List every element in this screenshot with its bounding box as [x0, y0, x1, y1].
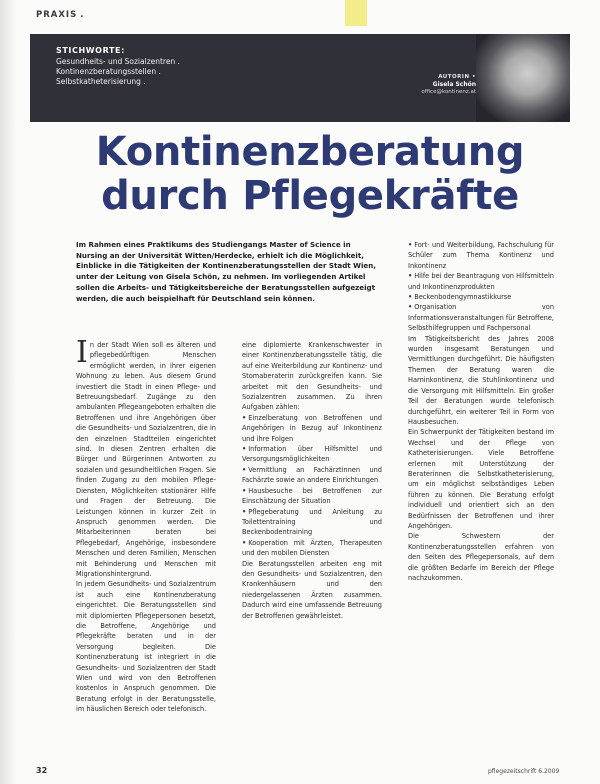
section-dot: .: [80, 10, 85, 20]
bullet-text: Hausbesuche bei Betroffenen zur Einschätzung der Situation: [242, 486, 382, 506]
sticky-note: [345, 0, 367, 26]
bullet-item: [408, 302, 554, 333]
column2-paragraph-2: Die Beratungsstellen arbeiten eng mit den Gesundheits- und Sozialzentren, den Krankenhäusern und den niedergelassenen Ärzten zusammen. Dadurch wird eine umfassende Betreuung der Betroffenen gewährleistet.: [242, 559, 382, 620]
bullet-icon: •: [242, 445, 247, 454]
author-label: AUTORIN •: [438, 74, 476, 80]
bullet-item: [408, 292, 554, 302]
bullet-icon: •: [408, 293, 413, 302]
bullet-icon: •: [242, 465, 247, 474]
bullet-icon: •: [408, 272, 413, 281]
intro-paragraph: Im Rahmen eines Praktikums des Studiengangs Master of Science in Nursing an der Universität Witten/Herdecke, erhielt ich die Möglichkeit, Einblicke in die Tätigkeiten der Kontinenzberatungsstellen der Stadt Wien, unter der Leitung von Gisela Schön, zu nehmen. Im vorliegenden Artikel sollen die Arbeits- und Tätigkeitsbereiche der Beratungsstellen aufgezeigt werden, die auch beispielhaft für Deutschland sein können.: [76, 240, 376, 303]
bullet-item: [242, 413, 382, 444]
bullet-item: [242, 444, 382, 465]
bullet-item: [242, 465, 382, 486]
bullet-icon: •: [242, 486, 247, 495]
section-label: PRAXIS: [36, 10, 78, 20]
author-photo: [476, 34, 570, 122]
text-column-1: [76, 335, 216, 715]
article-title: [60, 130, 560, 218]
text-column-2: [242, 340, 382, 621]
bullet-text: Fort- und Weiterbildung, Fachschulung für Schüler zum Thema Kontinenz und Inkontinenz: [408, 241, 554, 270]
column1-paragraph-1: [76, 335, 216, 579]
bullet-item: [408, 240, 554, 271]
column3-paragraph-1: Im Tätigkeitsbericht des Jahres 2008 wurden insgesamt Beratungen und Vermittlungen durchgeführt. Die häufigsten Themen der Beratung waren die Harninkontinenz, die Stuhlinkontinenz und die Versorgung mit Hilfsmitteln. Ein großer Teil der Beratungen wurde telefonisch durchgeführt, ein weiterer Teil in Form von Hausbesuchen.: [408, 334, 554, 426]
column1-paragraph-2: In jedem Gesundheits- und Sozialzentrum ist auch eine Kontinenzberatung eingerichtet. Die Beratungsstellen sind mit diplomierten Pflegepersonen besetzt, die Betroffene, Angehörige und Pflegekräfte beraten und in der Versorgung begleiten. Die Kontinenzberatung ist integriert in die Gesundheits- und Sozialzentren der Stadt Wien und wird von den Betroffenen kostenlos in Anspruch genommen. Die Beratung erfolgt in der Beratungsstelle, im häuslichen Bereich oder telefonisch.: [76, 580, 216, 714]
author-name: Gisela Schön: [432, 81, 476, 88]
column3-paragraph-3: Die Schwestern der Kontinenzberatungsstellen erfahren von den Seiten des Pflegepersonals, auf dem die größten Bedarfe im Bereich der Pflege nachzukommen.: [408, 532, 554, 582]
page-number: 32: [36, 766, 48, 775]
bullet-text: Beckenbodengymnastikkurse: [414, 293, 512, 302]
bullet-icon: •: [242, 538, 247, 547]
keyword-item: Selbstkatheterisierung .: [56, 77, 146, 86]
title-line-2: durch Pflegekräfte: [101, 173, 519, 219]
author-email: office@kontinenz.at: [421, 89, 476, 95]
bullet-text: Einzelberatung von Betroffenen und Angehörigen in Bezug auf Inkontinenz und ihre Folgen: [242, 413, 382, 443]
bullet-icon: •: [242, 507, 247, 516]
keyword-item: Kontinenzberatungsstellen .: [56, 67, 161, 76]
bullet-text: Hilfe bei der Beantragung von Hilfsmitteln und Inkontinenzprodukten: [408, 272, 554, 291]
keyword-item: Gesundheits- und Sozialzentren .: [56, 57, 180, 66]
bullet-icon: •: [242, 413, 247, 422]
column2-paragraph-1: eine diplomierte Krankenschwester in einer Kontinenzberatungsstelle tätig, die auf eine Weiterbildung zur Kontinenz- und Stomaberaterin zurückgreifen kann. Sie arbeitet mit den Gesundheits- und Sozialzentren zusammen. Zu ihren Aufgaben zählen:: [242, 341, 382, 412]
keywords-label: STICHWORTE:: [56, 46, 125, 55]
bullet-text: Vermittlung an Fachärztinnen und Fachärzte sowie an andere Einrichtungen: [242, 465, 382, 485]
text-column-3: [408, 240, 554, 583]
bullet-item: [242, 507, 382, 538]
bullet-icon: •: [408, 303, 413, 312]
keywords-box: [56, 46, 286, 87]
bullet-item: [242, 486, 382, 507]
author-block: [372, 74, 476, 95]
bullet-item: [408, 271, 554, 292]
column3-paragraph-2: Ein Schwerpunkt der Tätigkeiten bestand im Wechsel und der Pflege von Katheterisierungen. Viele Betroffene erlernen mit Unterstützung der Beraterinnen die Selbstkatheterisierung, um ein möglichst selbständiges Leben führen zu können. Die Beratung erfolgt individuell und orientiert sich an den Bedürfnissen der Betroffenen und ihrer Angehörigen.: [408, 428, 554, 530]
bullet-icon: •: [408, 241, 413, 249]
section-tag: [36, 10, 84, 20]
bullet-text: Pflegeberatung und Anleitung zu Toilettentraining und Beckenbodentraining: [242, 507, 382, 537]
page-edge-shadow: [0, 0, 16, 784]
drop-cap: I: [76, 335, 88, 370]
bullet-text: Kooperation mit Ärzten, Therapeuten und den mobilen Diensten: [242, 538, 382, 558]
column1-text-1: n der Stadt Wien soll es älteren und pflegebedürftigen Menschen ermöglicht werden, in ihrer eigenen Wohnung zu leben. Aus diesem Grund investiert die Stadt in einen Pflege- und Betreuungsbedarf. Zugänge zu den ambulanten Pflegeangeboten erhalten die Betroffenen und ihre Angehörigen über die Gesundheits- und Sozialzentren, die in den einzelnen Stadtteilen eingerichtet sind. In diesen Zentren erhalten die Bürger und Bürgerinnen Antworten zu sozialen und gesundheitlichen Fragen. Sie finden Zugang zu den mobilen Pflege-Diensten, Möglichkeiten stationärer Hilfe und Fragen der Betreuung. Die Leistungen können in kurzer Zeit in Anspruch genommen werden. Die Mitarbeiterinnen beraten bei Pflegebedarf, Angehörige, insbesondere Menschen und deren Familien, Menschen mit Behinderung und Menschen mit Migrationshintergrund.: [76, 341, 216, 578]
footer-reference: pflegezeitschrift 6.2009: [488, 768, 560, 775]
bullet-item: [242, 538, 382, 559]
title-line-1: Kontinenzberatung: [95, 129, 525, 175]
bullet-text: Information über Hilfsmittel und Versorgungsmöglichkeiten: [242, 445, 382, 464]
bullet-text: Organisation von Informationsveranstaltungen für Betroffene, Selbsthilfegruppen und Fachpersonal: [408, 303, 554, 333]
